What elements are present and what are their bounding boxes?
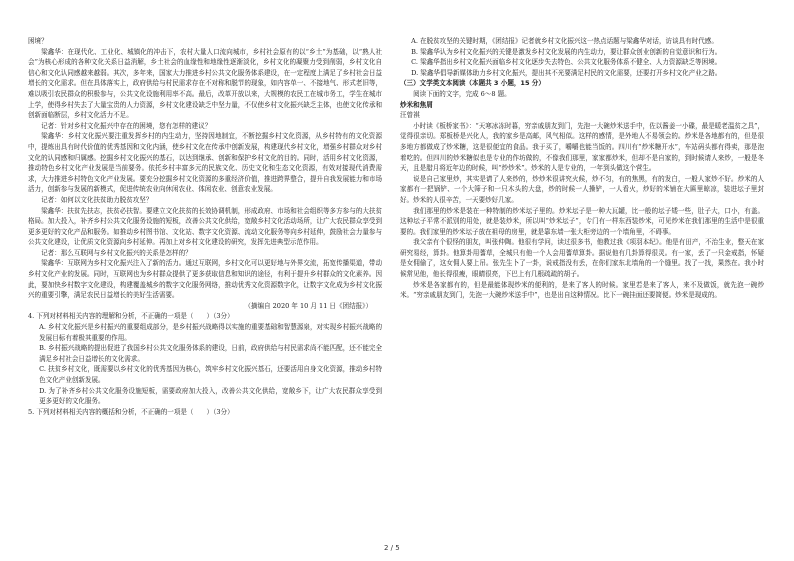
paragraph: 记者：如何以文化扶贫助力脱贫攻坚？ xyxy=(41,195,153,204)
paragraph: 炒米是各家都有的，但是最能体现炒米的便利的，是来了客人的时候。家里若是来了客人，来不及做饭，就先泡一碗炒米。“穷亲戚朋友到门，先泡一大碗炒米送手中”，也是出自这种情况。比下一碗挂面还要简便。炒米是现成的。 xyxy=(400,280,764,300)
paragraph: 说是自己家里炒，其实是请了人来炒的，炒炒米很讲究火候，炒不匀，有的焦黑，有的发白，一般人家炒不好。炒米的人家都有一把锅铲、一个大筛子和一只木头的大盘，炒的时候一人操铲，一人看火，炒好的米铺在大匾里晾凉，装进坛子里封好。炒米的人很辛苦，一天要炒好几家。 xyxy=(400,174,764,204)
right-column xyxy=(400,36,764,544)
answer-option: B. 梁鑫华认为乡村文化振兴的关键是激发乡村文化发展的内生动力，要让群众创业创新的自觉意识和行为。 xyxy=(411,47,722,56)
question-stem: 5. 下列对材料相关内容的概括和分析，不正确的一项是（ ）（3分） xyxy=(28,407,234,416)
answer-option: A. 在脱贫攻坚的关键时期，《团结报》记者就乡村文化振兴这一热点话题与梁鑫华对话，访谈具有时代感。 xyxy=(411,37,718,45)
story-author: 汪曾祺 xyxy=(400,111,420,120)
paragraph: 记者：那么互联网与乡村文化振兴的关系是怎样的？ xyxy=(41,248,192,257)
paragraph: 小时读《板桥家书》：“天寒冰冻时暮，穷亲戚朋友到门，先泡一大碗炒米送手中，佐以酱姜一小碟，最是暖老温贫之具”，觉得很亲切。郑板桥是兴化人，我的家乡是高邮，风气相似。这样的感情，是外地人不易领会的。炒米是各地都有的，但是很多地方都做成了炒米糖，这是很便宜的食品。我于买了，嚼嚼也能当饭的。四川有“炒米糖开水”，车站码头都有得卖，那是泡着吃的。但四川的炒米糖似也是专业的作坊做的，不像我们那里，家家都炒米，但却不是自家的，到时候请人来炒，一般是冬天，且是腊月将近年边的时候，叫“炒炒米”。炒米的人是专业的，一年到头做这个营生。 xyxy=(400,121,764,173)
question-stem: 4. 下列对材料相关内容的理解和分析，不正确的一项是（ ）（3分） xyxy=(28,312,234,321)
answer-option: B. 乡村振兴战略的提出促进了我国乡村公共文化服务体系的建设，日前，政府供给与村民需求尚不能匹配，还不能完全满足乡村社会日益增长的文化需求。 xyxy=(39,344,382,363)
paragraph: 困境？ xyxy=(28,37,48,45)
paragraph: 梁鑫华：在现代化、工业化、城镇化的冲击下，农村大量人口流向城市，乡村社会原有的以“乡土”为基础，以“熟人社会”为核心形成的各种文化关系日益消解，乡土社会的血缘性和地缘性逐渐淡化，乡村文化的凝聚力受到削弱，乡村文化自信心和文化认同感越来越弱。其次，多年来，国家大力推进乡村公共文化服务体系建设，在一定程度上满足了乡村社会日益增长的文化需求。但在具体落实上，政府供给与村民需求存在不对称和脱节的现象，如内容单一、不接地气、形式老旧等，难以吸引农民群众的积极参与，公共文化设施利用率不高。最后，改革开放以来，大规模的农民工在城市务工，学生在城市上学，使得乡村失去了大量宝贵的人力资源，乡村文化建设缺乏中坚力量，不仅使乡村文化振兴缺乏主体，也使文化传承和创新面临断层，乡村文化活力不足。 xyxy=(28,47,382,120)
paragraph: 我父亲有个很怪的朋友，叫张仲陶。他很有学问，读过很多书，他教过我《项羽本纪》。他是有田产，不治生业，整天在家研究易经，算卦。他算卦用蓍草，全城只有他一个人会用蓍草算卦。据说他有几卦算得很灵。有一家，丢了一只金戒指，怀疑是女佣偷了，这女佣人要上吊。张先生卜了一卦，说戒指没有丢，在你们家东北墙角的一个缝里。找了一找，果然在。我小时候常见他，他长得很瘦，眼睛很亮，下巴上有几根疏疏的胡子。 xyxy=(400,238,764,279)
paragraph: 梁鑫华：互联网为乡村文化振兴注入了新的活力。通过互联网，乡村文化可以更好地与外界交流，拓宽传播渠道，带动乡村文化产业的发展。同时，互联网也为乡村群众提供了更多获取信息和知识的途径，有利于提升乡村群众的文化素养。因此，要加快乡村数字文化建设，构建覆盖城乡的数字文化服务网络，推动优秀文化资源数字化，让数字文化成为乡村文化振兴的重要引擎，满足农民日益增长的美好生活需要。 xyxy=(28,259,382,300)
answer-option: D. 为了补齐乡村公共文化服务设施短板，需要政府加大投入，改善公共文化供给，宽敞乡下，让广大农民群众享受到更多更好的文化服务。 xyxy=(39,386,382,406)
answer-option: A. 乡村文化振兴是乡村振兴的重要组成部分，是乡村振兴战略得以实施的重要基础和智慧源泉，对实现乡村振兴战略的发展目标有着极其重要的作用。 xyxy=(39,323,382,342)
page-number: 2 / 5 xyxy=(384,544,400,552)
story-title: 炒米和焦屑 xyxy=(400,100,433,109)
answer-option: C. 扶贫乡村文化，既需要以乡村文化的优秀基因为核心，筑牢乡村文化振兴基石，还要活用自身文化资源，推动乡村特色文化产业创新发展。 xyxy=(39,365,382,384)
paragraph: 记者：针对乡村文化振兴中存在的困境，您有怎样的建议？ xyxy=(41,121,212,130)
answer-option: D. 梁鑫华倡导新媒体助力乡村文化振兴，提出其不光要满足村民的文化需要，还要打开乡村文化产业之路。 xyxy=(411,68,722,77)
paragraph: 我们那里的炒米是装在一种特制的炒米坛子里的。炒米坛子是一种大瓦罐，比一般的坛子矮一些，肚子大，口小，有盖。这种坛子平常不派别的用处，就是装炒米，所以叫“炒米坛子”，专门有一样东西装炒米，可见炒米在我们那里的生活中是很重要的。我们家里的炒米坛子放在祖母的房里，就是靠东墙一张大柜旁边的一个墙角里，不碍事。 xyxy=(400,206,764,236)
paragraph: 阅读下面的文字，完成 6～8 题。 xyxy=(413,89,511,98)
paragraph: 梁鑫华：扶贫先扶志，扶贫必扶智。要建立文化扶贫的长效协调机制，形成政府、市场和社会组织等多方参与的大扶贫格局。加大投入，补齐乡村公共文化服务设施的短板，改善公共文化供给，宽敞乡村文化活动场所，让广大农民群众享受到更多更好的文化产品和服务。如推动乡村图书馆、文化站、数字文化资源、流动文化服务等向乡村延伸，鼓励社会力量参与公共文化建设，让优质文化资源向乡村延伸。再加上对乡村文化建设的研究，发挥先进典型示范作用。 xyxy=(28,206,382,247)
source-note: （摘编自 2020 年 10 月 11 日《团结报》） xyxy=(244,301,372,310)
paragraph: 梁鑫华：乡村文化振兴要注重发挥乡村的内生动力，坚持因地制宜，不断挖掘乡村文化资源，从乡村特有的文化资源中，提炼出具有时代价值的优秀基因和文化内涵，使乡村文化在传承中创新发展，构建现代乡村文化，增强乡村群众对乡村文化的认同感和归属感。挖掘乡村文化振兴的基石，以达到继承、创新和保护乡村文化的目的。同时，活用乡村文化资源，推动特色乡村文化产业发展是当前要务。依托乡村丰富多元的民族文化、历史文化和生态文化资源，有效对接现代消费需求，大力推进乡村特色文化产业发展。要充分挖掘乡村文化资源的多重经济价值，推进跨界整合，提升自我发展能力和市场活力，创新参与发展的新模式，促进传统农业向休闲农业、体闲农业、创意农业发展。 xyxy=(28,132,382,194)
left-column xyxy=(28,36,382,544)
answer-option: C. 梁鑫华指出乡村文化振兴面临乡村文化逐步失去特色、公共文化服务体系不健全、人力资源缺乏等困境。 xyxy=(411,58,722,67)
section-heading: （三）文学类文本阅读（本题共 3 小题，15 分） xyxy=(400,79,545,88)
